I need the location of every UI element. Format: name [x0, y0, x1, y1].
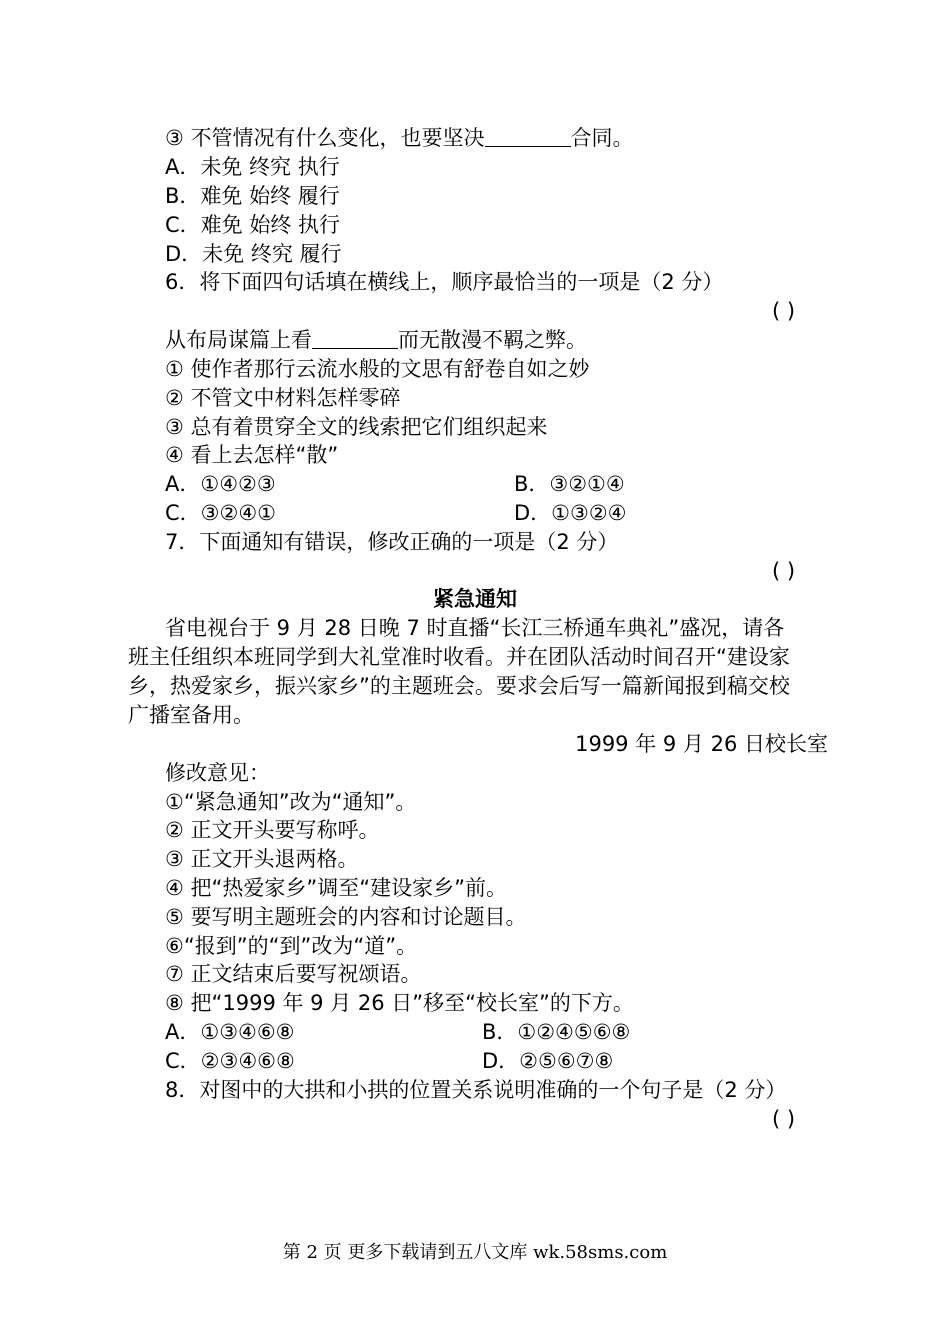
notice-title: 紧急通知: [433, 587, 517, 611]
notice-line-1: 省电视台于 9 月 28 日晚 7 时直播“长江三桥通车典礼”盛况，请各: [165, 616, 785, 640]
q5-item-3: ③ 不管情况有什么变化，也要坚决 合同。: [165, 126, 634, 150]
revision-8: ⑧ 把“1999 年 9 月 26 日”移至“校长室”的下方。: [165, 991, 634, 1015]
q6-option-b: B．③②①④: [514, 472, 625, 496]
q5-option-c: C．难免 始终 执行: [165, 213, 341, 237]
page-footer: 第 2 页 更多下载请到五八文库 wk.58sms.com: [282, 1242, 668, 1263]
q5-option-a: A．未免 终究 执行: [165, 155, 340, 179]
q7-option-a: A．①③④⑥⑧: [165, 1020, 295, 1044]
revision-5: ⑤ 要写明主题班会的内容和讨论题目。: [165, 905, 527, 929]
q6-option-d: D．①③②④: [514, 501, 627, 525]
revise-label: 修改意见：: [165, 761, 270, 785]
revision-4: ④ 把“热爱家乡”调至“建设家乡”前。: [165, 876, 508, 900]
q5-option-b: B．难免 始终 履行: [165, 184, 340, 208]
q8-answer-paren: ( ): [772, 1107, 796, 1131]
q6-item-3: ③ 总有着贯穿全文的线索把它们组织起来: [165, 415, 548, 439]
notice-signature: 1999 年 9 月 26 日校长室: [575, 732, 828, 756]
q7-stem: 7．下面通知有错误，修改正确的一项是（2 分）: [165, 530, 619, 554]
revision-1: ①“紧急通知”改为“通知”。: [165, 790, 417, 814]
notice-line-3: 乡，热爱家乡，振兴家乡”的主题班会。要求会后写一篇新闻报到稿交校: [128, 674, 790, 698]
revision-6: ⑥“报到”的“到”改为“道”。: [165, 934, 418, 958]
revision-7: ⑦ 正文结束后要写祝颂语。: [165, 962, 422, 986]
q6-answer-paren: ( ): [772, 299, 796, 323]
q6-stem: 6．将下面四句话填在横线上，顺序最恰当的一项是（2 分）: [165, 270, 724, 294]
q7-option-c: C．②③④⑥⑧: [165, 1049, 295, 1073]
q5-option-d: D．未免 终究 履行: [165, 242, 342, 266]
q7-option-b: B．①②④⑤⑥⑧: [482, 1020, 631, 1044]
q6-item-1: ① 使作者那行云流水般的文思有舒卷自如之妙: [165, 357, 590, 381]
q8-stem: 8．对图中的大拱和小拱的位置关系说明准确的一个句子是（2 分）: [165, 1078, 787, 1102]
q7-answer-paren: ( ): [772, 559, 796, 583]
q7-option-d: D．②⑤⑥⑦⑧: [482, 1049, 614, 1073]
q6-item-4: ④ 看上去怎样“散”: [165, 443, 339, 467]
q6-item-2: ② 不管文中材料怎样零碎: [165, 386, 401, 410]
revision-3: ③ 正文开头退两格。: [165, 847, 359, 871]
q6-option-a: A．①④②③: [165, 472, 276, 496]
fill-blank: [485, 126, 571, 147]
q6-sentence: 从布局谋篇上看 而无散漫不羁之弊。: [165, 328, 587, 352]
revision-2: ② 正文开头要写称呼。: [165, 818, 380, 842]
fill-blank: [312, 328, 398, 349]
notice-line-4: 广播室备用。: [128, 703, 254, 727]
q6-option-c: C．③②④①: [165, 501, 276, 525]
notice-line-2: 班主任组织本班同学到大礼堂准时收看。并在团队活动时间召开“建设家: [128, 645, 790, 669]
